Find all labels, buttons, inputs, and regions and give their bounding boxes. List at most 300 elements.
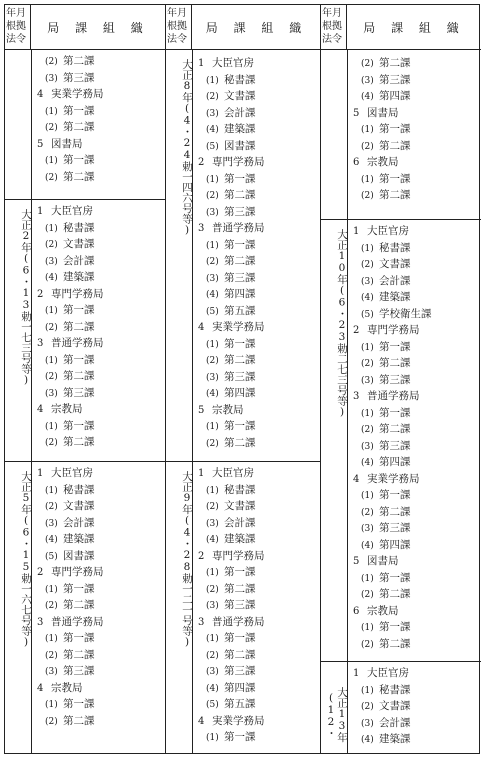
item-label: 第二課	[379, 189, 411, 201]
item-label: 第三課	[224, 271, 256, 284]
item-number: (5)	[206, 306, 219, 317]
bureau-item	[31, 86, 165, 103]
bureau-item	[31, 335, 165, 352]
item-number: (2)	[361, 639, 374, 650]
item-label: 宗教局	[212, 403, 244, 416]
item-number: (2)	[206, 650, 219, 661]
bureau-item	[192, 220, 321, 237]
header-date-basis-label: 年月 根拠 法令	[166, 5, 192, 49]
item-label: 第一課	[379, 172, 411, 185]
item-label: 普通学務局	[367, 390, 420, 402]
item-label: 建築課	[379, 291, 411, 303]
item-number: 2	[37, 567, 44, 578]
section-item	[31, 302, 165, 319]
item-label: 第三課	[224, 205, 256, 218]
section-item	[31, 663, 165, 680]
section	[5, 199, 165, 459]
item-label: 第四課	[224, 288, 256, 300]
item-label: 第二課	[379, 505, 411, 518]
item-label: 第三課	[379, 522, 411, 534]
item-number: (2)	[361, 260, 374, 270]
item-label: 図書課	[224, 139, 256, 152]
item-number: (5)	[206, 141, 219, 152]
section-item	[347, 256, 481, 273]
item-label: 文書課	[379, 700, 411, 712]
section-items	[347, 55, 481, 204]
item-number: 3	[198, 223, 205, 234]
section-item	[31, 713, 165, 730]
bureau-item	[31, 401, 165, 418]
item-number: (2)	[206, 438, 219, 449]
bureau-item	[192, 548, 321, 565]
era-label: 大正9年(4・28勅一二一号等)	[181, 471, 193, 648]
item-label: 建築課	[379, 733, 411, 745]
section-item	[192, 385, 321, 402]
section-item	[192, 498, 321, 515]
table-header	[166, 5, 321, 50]
item-label: 第二課	[224, 582, 256, 595]
section-item	[192, 352, 321, 369]
item-label: 図書課	[63, 549, 95, 562]
item-number: 2	[198, 550, 205, 562]
item-number: (1)	[361, 408, 374, 419]
bureau-item	[192, 402, 321, 419]
bureau-item	[31, 203, 165, 220]
item-label: 第二課	[379, 423, 411, 435]
item-number: (4)	[361, 735, 374, 745]
item-number: (3)	[361, 441, 374, 452]
item-number: (1)	[361, 174, 374, 185]
section	[321, 219, 481, 659]
item-number: 1	[198, 468, 205, 479]
item-label: 実業学務局	[51, 88, 104, 100]
item-label: 普通学務局	[212, 615, 265, 628]
item-number: (1)	[361, 491, 374, 501]
section-item	[347, 715, 481, 732]
section-item	[192, 581, 321, 598]
item-number: 5	[198, 404, 205, 416]
section-item	[31, 515, 165, 532]
item-number: 1	[37, 206, 44, 217]
item-label: 会計課	[379, 716, 411, 729]
section-item	[31, 548, 165, 565]
item-number: (3)	[206, 108, 219, 119]
table-header	[5, 5, 165, 50]
bureau-item	[192, 614, 321, 631]
section-item	[347, 240, 481, 257]
section-item	[192, 680, 321, 697]
item-label: 実業学務局	[212, 321, 265, 333]
section-item	[347, 355, 481, 372]
section-item	[192, 482, 321, 499]
bureau-item	[192, 465, 321, 482]
item-label: 建築課	[224, 123, 256, 135]
item-number: (3)	[206, 667, 219, 677]
item-label: 第一課	[379, 489, 411, 501]
item-number: (2)	[45, 322, 58, 333]
item-label: 第二課	[224, 354, 256, 366]
section-item	[192, 270, 321, 287]
era-label: 大正5年(6・15勅一六七号等)	[20, 471, 32, 648]
header-title: 局 課 組 織	[363, 21, 465, 35]
item-label: 普通学務局	[51, 337, 104, 349]
item-label: 大臣官房	[367, 225, 409, 237]
item-number: (3)	[45, 667, 58, 677]
header-title: 局 課 組 織	[47, 21, 149, 35]
item-label: 第三課	[224, 370, 256, 383]
item-label: 建築課	[63, 533, 95, 545]
item-label: 専門学務局	[367, 324, 420, 336]
item-number: (2)	[361, 425, 374, 435]
item-label: 大臣官房	[212, 467, 254, 479]
item-label: 第一課	[224, 420, 256, 432]
item-label: 第四課	[379, 456, 411, 468]
era-label: 大正10年(6・23勅二七三号等)	[336, 229, 348, 418]
item-number: (3)	[361, 276, 374, 287]
section-item	[347, 520, 481, 537]
bureau-item	[347, 223, 481, 240]
item-number: 1	[198, 58, 205, 69]
item-number: (3)	[206, 273, 219, 284]
item-label: 第四課	[224, 387, 256, 399]
item-number: (3)	[206, 207, 219, 218]
item-label: 学校衛生課	[379, 307, 432, 320]
item-label: 第一課	[63, 304, 95, 316]
section-item	[347, 504, 481, 521]
section	[5, 49, 165, 199]
section-item	[347, 421, 481, 438]
item-label: 図書局	[51, 137, 83, 150]
section-item	[31, 70, 165, 87]
item-label: 第三課	[63, 386, 95, 399]
item-number: 4	[37, 89, 44, 100]
item-number: (1)	[45, 485, 58, 496]
item-label: 実業学務局	[212, 714, 265, 727]
section-item	[347, 55, 481, 72]
bureau-item	[347, 388, 481, 405]
item-number: (1)	[361, 342, 374, 353]
section-item	[31, 418, 165, 435]
section	[166, 461, 321, 755]
item-number: (2)	[361, 590, 374, 600]
item-label: 図書局	[367, 555, 399, 567]
item-label: 秘書課	[63, 221, 95, 234]
item-number: (4)	[206, 535, 219, 545]
item-number: (1)	[206, 568, 219, 578]
section-item	[347, 289, 481, 306]
item-label: 大臣官房	[367, 667, 409, 679]
item-label: 第二課	[63, 121, 95, 133]
item-number: (2)	[206, 502, 219, 512]
section-item	[192, 204, 321, 221]
item-number: 2	[353, 325, 360, 336]
bureau-item	[192, 713, 321, 730]
item-label: 大臣官房	[51, 205, 93, 217]
item-label: 普通学務局	[212, 222, 265, 234]
section-item	[192, 336, 321, 353]
item-number: (2)	[361, 59, 374, 69]
item-number: (2)	[361, 359, 374, 369]
item-number: 1	[353, 226, 360, 237]
item-number: (1)	[206, 485, 219, 496]
section-item	[347, 487, 481, 504]
section-item	[31, 169, 165, 186]
item-number: (2)	[45, 240, 58, 250]
item-label: 秘書課	[224, 73, 256, 86]
item-label: 第三課	[224, 665, 256, 677]
item-number: 3	[37, 616, 44, 628]
section-item	[347, 372, 481, 389]
item-number: (3)	[206, 518, 219, 529]
item-label: 第一課	[63, 632, 95, 644]
item-number: (1)	[45, 634, 58, 644]
item-number: (4)	[206, 389, 219, 399]
item-label: 第四課	[379, 90, 411, 102]
section-item	[192, 72, 321, 89]
item-number: (2)	[45, 716, 58, 727]
item-number: (2)	[45, 601, 58, 611]
item-label: 第一課	[379, 571, 411, 584]
item-label: 第二課	[379, 139, 411, 152]
item-label: 秘書課	[63, 483, 95, 496]
item-number: (4)	[361, 458, 374, 468]
item-number: (3)	[206, 372, 219, 383]
item-label: 第二課	[379, 637, 411, 650]
item-number: (2)	[45, 650, 58, 661]
item-number: (1)	[206, 75, 219, 86]
bureau-item	[347, 665, 481, 682]
table-header	[321, 5, 481, 50]
bureau-item	[347, 322, 481, 339]
section-item	[31, 269, 165, 286]
section-item	[31, 385, 165, 402]
bureau-item	[31, 564, 165, 581]
item-number: (3)	[361, 524, 374, 534]
item-label: 第一課	[63, 582, 95, 595]
item-label: 第二課	[224, 189, 256, 201]
item-label: 宗教局	[51, 681, 83, 694]
item-number: (2)	[206, 92, 219, 102]
section-item	[347, 339, 481, 356]
item-label: 秘書課	[224, 483, 256, 496]
bureau-item	[347, 154, 481, 171]
section-item	[31, 597, 165, 614]
section-item	[347, 405, 481, 422]
era-label: 大正8年(4・24勅一四六号等)	[181, 59, 193, 236]
section-item	[31, 152, 165, 169]
section-item	[192, 564, 321, 581]
section-item	[347, 138, 481, 155]
item-label: 専門学務局	[51, 566, 104, 578]
column-2	[165, 5, 321, 753]
section-item	[31, 253, 165, 270]
bureau-item	[31, 286, 165, 303]
section-item	[31, 368, 165, 385]
section	[321, 661, 481, 755]
section	[166, 49, 321, 459]
section-items	[192, 55, 321, 451]
item-label: 秘書課	[379, 241, 411, 254]
section-item	[192, 435, 321, 452]
item-label: 建築課	[224, 533, 256, 545]
item-label: 第三課	[379, 73, 411, 86]
item-number: (2)	[206, 257, 219, 267]
item-label: 第三課	[379, 439, 411, 452]
item-number: (1)	[45, 584, 58, 595]
item-number: (4)	[206, 290, 219, 300]
item-number: (4)	[361, 293, 374, 303]
item-label: 第二課	[63, 320, 95, 333]
item-number: (2)	[361, 702, 374, 712]
section-item	[192, 531, 321, 548]
section-item	[31, 220, 165, 237]
section-item	[192, 138, 321, 155]
item-label: 第一課	[63, 104, 95, 117]
section-item	[31, 119, 165, 136]
section-item	[192, 286, 321, 303]
item-label: 第二課	[63, 170, 95, 183]
section-item	[347, 570, 481, 587]
item-number: (2)	[45, 502, 58, 512]
section-item	[31, 647, 165, 664]
item-number: 2	[198, 157, 205, 168]
section-item	[347, 273, 481, 290]
item-label: 第一課	[224, 238, 256, 251]
item-label: 第五課	[224, 698, 256, 710]
item-number: (2)	[45, 372, 58, 382]
item-number: (5)	[45, 551, 58, 562]
section-item	[192, 303, 321, 320]
item-label: 第一課	[379, 123, 411, 135]
era-label: 大正13年(12・	[325, 687, 348, 743]
item-label: 第一課	[63, 154, 95, 166]
bureau-item	[31, 136, 165, 153]
item-label: 宗教局	[367, 604, 399, 617]
item-number: (5)	[206, 700, 219, 710]
item-number: (3)	[361, 75, 374, 86]
item-label: 専門学務局	[51, 287, 104, 300]
item-number: 4	[37, 404, 44, 415]
header-date-basis-label: 年月 根拠 法令	[5, 5, 31, 49]
item-number: (3)	[45, 256, 58, 267]
item-label: 文書課	[379, 258, 411, 270]
item-number: (1)	[206, 174, 219, 185]
section-item	[192, 105, 321, 122]
item-label: 第二課	[379, 588, 411, 600]
section-item	[31, 319, 165, 336]
item-number: 4	[37, 682, 44, 694]
item-label: 文書課	[224, 500, 256, 512]
item-label: 文書課	[63, 238, 95, 250]
section-item	[347, 586, 481, 603]
item-number: (4)	[45, 535, 58, 545]
item-number: 5	[353, 556, 360, 567]
section-item	[192, 515, 321, 532]
section-items	[31, 203, 165, 451]
item-label: 第四課	[379, 538, 411, 551]
section-item	[347, 731, 481, 748]
item-number: (1)	[206, 422, 219, 432]
section-item	[347, 187, 481, 204]
item-label: 第二課	[63, 55, 95, 67]
item-label: 第二課	[63, 599, 95, 611]
item-label: 宗教局	[367, 156, 399, 168]
item-label: 建築課	[63, 271, 95, 283]
item-label: 文書課	[63, 500, 95, 512]
section-item	[192, 663, 321, 680]
section-item	[192, 630, 321, 647]
item-number: (1)	[45, 223, 58, 234]
section-item	[31, 630, 165, 647]
item-label: 図書局	[367, 106, 399, 119]
section-items	[347, 665, 481, 748]
item-number: (1)	[45, 700, 58, 710]
item-number: (1)	[361, 685, 374, 696]
section-item	[31, 498, 165, 515]
org-table	[4, 4, 480, 754]
section-item	[192, 597, 321, 614]
bureau-item	[347, 553, 481, 570]
section-item	[347, 72, 481, 89]
item-label: 第二課	[63, 714, 95, 727]
item-number: (2)	[206, 191, 219, 201]
item-number: 3	[37, 338, 44, 349]
section-item	[31, 482, 165, 499]
item-number: (1)	[45, 106, 58, 117]
item-label: 第二課	[379, 57, 411, 69]
item-number: (3)	[361, 718, 374, 729]
column-3	[320, 5, 481, 753]
section-item	[31, 531, 165, 548]
item-label: 第一課	[379, 340, 411, 353]
column-1	[5, 5, 165, 753]
section-item	[347, 121, 481, 138]
item-number: 4	[198, 322, 205, 333]
bureau-item	[31, 614, 165, 631]
item-label: 第二課	[224, 436, 256, 449]
section-item	[192, 237, 321, 254]
item-number: (3)	[45, 518, 58, 529]
item-label: 第三課	[63, 71, 95, 84]
item-number: (1)	[206, 634, 219, 644]
section-items	[31, 465, 165, 729]
section-item	[31, 236, 165, 253]
section-item	[192, 88, 321, 105]
section-item	[192, 253, 321, 270]
item-label: 大臣官房	[212, 57, 254, 69]
section-item	[347, 619, 481, 636]
item-number: (4)	[45, 273, 58, 283]
item-number: (1)	[361, 573, 374, 584]
item-number: (1)	[206, 733, 219, 743]
item-label: 第二課	[63, 648, 95, 661]
item-number: 5	[37, 138, 44, 150]
section-item	[192, 369, 321, 386]
item-number: 4	[353, 473, 360, 485]
item-number: 6	[353, 157, 360, 168]
section-item	[192, 187, 321, 204]
item-label: 大臣官房	[51, 467, 93, 479]
item-label: 専門学務局	[212, 156, 265, 168]
item-number: (3)	[361, 375, 374, 386]
section	[321, 49, 481, 219]
item-label: 第二課	[379, 357, 411, 369]
section-item	[192, 418, 321, 435]
section-item	[31, 434, 165, 451]
section-item	[347, 171, 481, 188]
item-number: (2)	[45, 123, 58, 133]
item-label: 文書課	[224, 90, 256, 102]
